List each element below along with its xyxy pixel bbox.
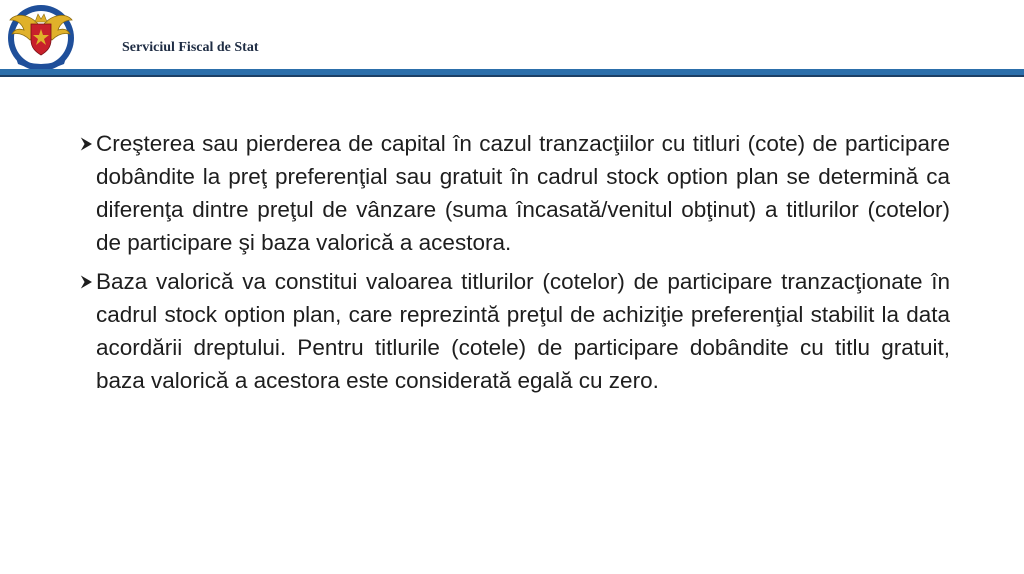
organization-name: Serviciul Fiscal de Stat — [122, 40, 259, 55]
bullet-text: Creşterea sau pierderea de capital în cazul tranzacţiilor cu titluri (cote) de participare dobândite la preţ preferenţial sau gratuit în cadrul stock option plan se determină ca diferenţa dintre preţul de vânzare (suma încasată/venitul obţinut) a titlurilor (cotelor) de participare şi baza valorică a acestora. — [96, 131, 950, 255]
slide-header — [0, 0, 1024, 78]
arrow-bullet-icon — [76, 265, 96, 298]
fiscal-service-emblem-icon — [2, 0, 80, 74]
slide-body — [76, 127, 950, 403]
bullet-paragraph-1 — [76, 127, 950, 259]
bullet-text: Baza valorică va constitui valoarea titlurilor (cotelor) de participare tranzacţionate în cadrul stock option plan, care reprezintă preţul de achiziţie preferenţial stabilit la data acordării dreptului. Pentru titlurile (cotele) de participare dobândite cu titlu gratuit, baza valorică a acestora este considerată egală cu zero. — [96, 269, 950, 393]
arrow-bullet-icon — [76, 127, 96, 160]
header-divider-shadow — [0, 75, 1024, 77]
bullet-paragraph-2 — [76, 265, 950, 397]
